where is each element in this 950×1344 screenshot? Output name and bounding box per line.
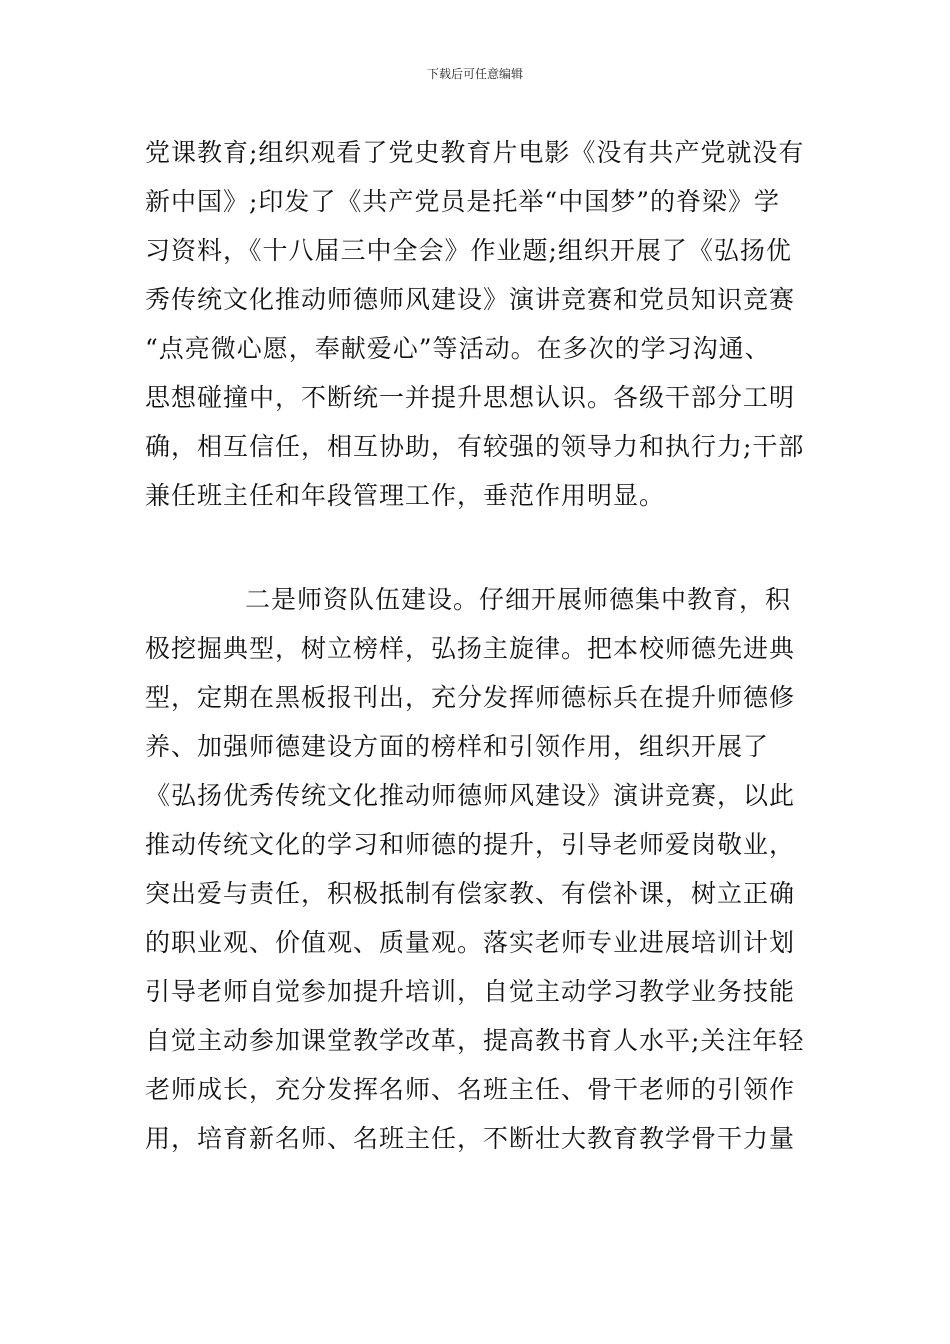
paragraph-line: 的职业观、价值观、质量观。落实老师专业进展培训计划: [145, 928, 796, 957]
paragraph-line: 思想碰撞中，不断统一并提升思想认识。各级干部分工明: [145, 383, 796, 412]
header-note: 下载后可任意编辑: [426, 67, 523, 81]
paragraph-line: 《弘扬优秀传统文化推动师德师风建设》演讲竞赛，以此: [145, 781, 796, 810]
paragraph-line: 引导老师自觉参加提升培训，自觉主动学习教学业务技能: [145, 977, 796, 1006]
paragraph-line: 二是师资队伍建设。仔细开展师德集中教育，积: [245, 585, 792, 614]
paragraph-line: “点亮微心愿，奉献爱心”等活动。在多次的学习沟通、: [145, 334, 771, 363]
paragraph-line: 用，培育新名师、名班主任，不断壮大教育教学骨干力量: [145, 1124, 796, 1153]
paragraph-line: 突出爱与责任，积极抵制有偿家教、有偿补课，树立正确: [145, 879, 796, 908]
paragraph-line: 自觉主动参加课堂教学改革，提高教书育人水平;关注年轻: [145, 1026, 805, 1055]
paragraph-line: 新中国》;印发了《共产党员是托举“中国梦”的脊梁》学: [145, 187, 780, 216]
paragraph-line: 极挖掘典型，树立榜样，弘扬主旋律。把本校师德先进典: [145, 634, 796, 663]
paragraph-line: 推动传统文化的学习和师德的提升，引导老师爱岗敬业，: [145, 830, 796, 859]
paragraph-2: [145, 575, 815, 1163]
paragraph-line: 秀传统文化推动师德师风建设》演讲竞赛和党员知识竞赛: [145, 285, 796, 314]
paragraph-line: 习资料，《十八届三中全会》作业题;组织开展了《弘扬优: [145, 236, 792, 265]
paragraph-1: [145, 128, 815, 520]
paragraph-line: 老师成长，充分发挥名师、名班主任、骨干老师的引领作: [145, 1075, 796, 1104]
paragraph-line: 养、加强师德建设方面的榜样和引领作用，组织开展了: [145, 732, 770, 761]
paragraph-line: 兼任班主任和年段管理工作，垂范作用明显。: [145, 481, 666, 510]
paragraph-line: 型，定期在黑板报刊出，充分发挥师德标兵在提升师德修: [145, 683, 796, 712]
paragraph-line: 确，相互信任，相互协助，有较强的领导力和执行力;干部: [145, 432, 805, 461]
paragraph-line: 党课教育;组织观看了党史教育片电影《没有共产党就没有: [145, 138, 805, 167]
